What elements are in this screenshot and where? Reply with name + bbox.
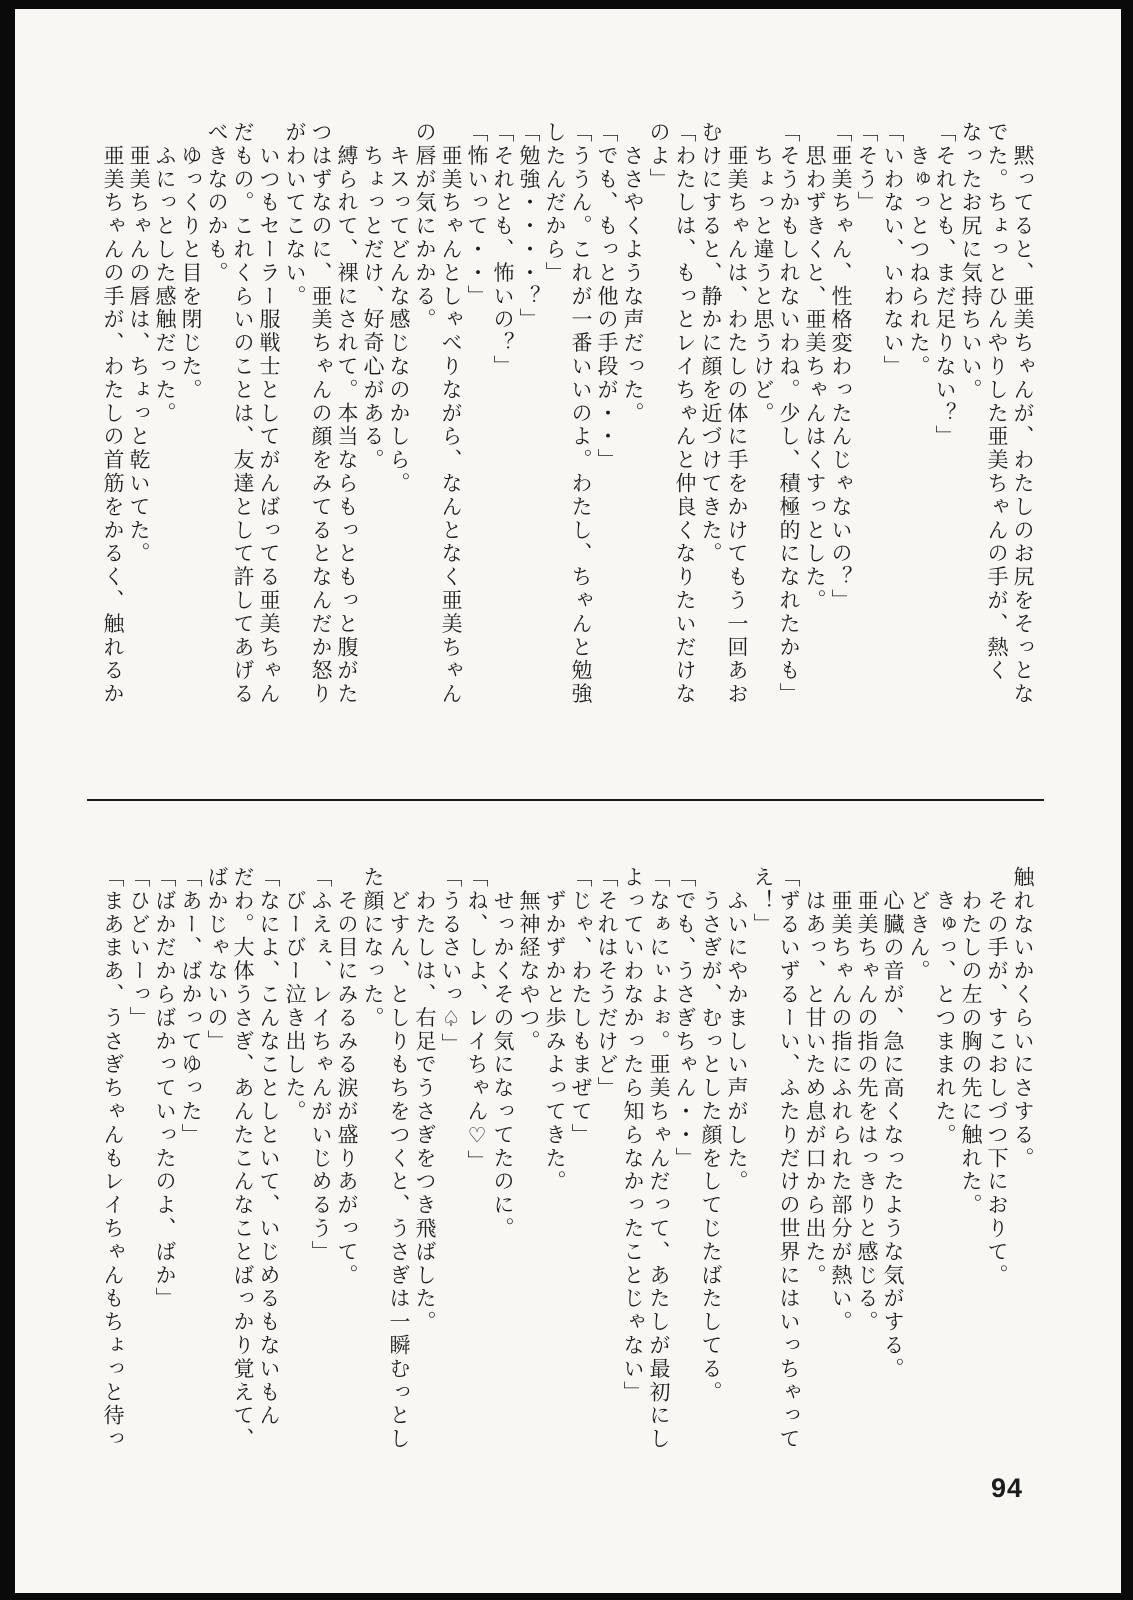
text-column: でた。ちょっとひんやりした亜美ちゃんの手が、熱く [985, 121, 1009, 683]
text-column: 亜美ちゃんの唇は、ちょっと乾いてた。 [127, 121, 151, 566]
text-column: 亜美ちゃんとしゃべりながら、なんとなく亜美ちゃん [439, 121, 463, 706]
text-column: むけにすると、静かに顔を近づけてきた。 [699, 121, 723, 566]
text-column: どきん。 [907, 866, 931, 983]
text-column: ずかずかと歩みよってきた。 [543, 866, 567, 1194]
text-column: せっかくその気になってたのに。 [491, 866, 515, 1241]
text-column: ふにっとした感触だった。 [153, 121, 177, 426]
text-column: だもの。これくらいのことは、友達として許してあげる [231, 121, 255, 706]
text-column: 縛られて、裸にされて。本当ならもっともっと腹がた [335, 121, 359, 706]
text-column: 「そうかもしれないわね。少し、積極的になれたかも」 [777, 121, 801, 706]
text-column: がわいてこない。 [283, 121, 307, 309]
text-column: 黙ってると、亜美ちゃんが、わたしのお尻をそっとな [1011, 121, 1035, 706]
text-column: のよ」 [647, 121, 671, 192]
text-column: 「わたしは、もっとレイちゃんと仲良くなりたいだけな [673, 121, 697, 706]
text-column: 「そう」 [855, 121, 879, 215]
text-column: 「でも、うさぎちゃん・・」 [673, 866, 697, 1171]
section-divider [87, 799, 1044, 801]
text-column: はあっ、と甘いため息が口から出た。 [803, 866, 827, 1288]
text-column: びーびー泣き出した。 [283, 866, 307, 1124]
text-column: どすん、としりもちをつくと、うさぎは一瞬むっとし [387, 866, 411, 1451]
text-column: 「なぁにぃよぉ。亜美ちゃんだって、あたしが最初にし [647, 866, 671, 1451]
text-column: なったお尻に気持ちいい。 [959, 121, 983, 402]
upper-text-block [98, 121, 1036, 721]
text-column: ささやくような声だった。 [621, 121, 645, 426]
text-column: 「ふえぇ、レイちゃんがいじめるう」 [309, 866, 333, 1264]
text-column: 「怖いって・・」 [465, 121, 489, 309]
text-column: その目にみるみる涙が盛りあがって。 [335, 866, 359, 1288]
text-column: 亜美ちゃんの手が、わたしの首筋をかるく、触れるか [101, 121, 125, 706]
text-column: その手が、すこおしづつ下におりて。 [985, 866, 1009, 1288]
text-column: いつもセーラー服戦士としてがんばってる亜美ちゃん [257, 121, 281, 706]
text-column: 「亜美ちゃん、性格変わったんじゃないの？」 [829, 121, 853, 613]
text-column: 「勉強・・・・？」 [517, 121, 541, 332]
text-column: ばかじゃないの」 [205, 866, 229, 1054]
text-column: 心臓の音が、急に高くなったような気がする。 [881, 866, 905, 1381]
text-column: た顔になった。 [361, 866, 385, 1030]
text-column: よっていわなかったら知らなかったことじゃない」 [621, 866, 645, 1405]
page-number: 94 [991, 1473, 1024, 1503]
text-column: 亜美ちゃんの指の先をはっきりと感じる。 [855, 866, 879, 1334]
text-column: の唇が気にかかる。 [413, 121, 437, 332]
text-column: 「でも、もっと他の手段が・・」 [595, 121, 619, 472]
text-column: 「それとも、怖いの？」 [491, 121, 515, 379]
text-column: ちょっとだけ、好奇心がある。 [361, 121, 385, 472]
text-column: 触れないかくらいにさする。 [1011, 866, 1035, 1171]
text-column: わたしの左の胸の先に触れた。 [959, 866, 983, 1217]
text-column: 「なによ、こんなことしといて、いじめるもないもん [257, 866, 281, 1428]
text-column: 「あー、ばかってゆった」 [179, 866, 203, 1147]
text-column: 「ううん。これが一番いいのよ。わたし、ちゃんと勉強 [569, 121, 593, 706]
text-column: 無神経なやつ。 [517, 866, 541, 1054]
text-column: 思わずきくと、亜美ちゃんはくすっとした。 [803, 121, 827, 613]
text-column: うさぎが、むっとした顔をしてじたばたしてる。 [699, 866, 723, 1405]
text-column: べきなのかも。 [205, 121, 229, 285]
text-column: わたしは、右足でうさぎをつき飛ばした。 [413, 866, 437, 1334]
text-column: ゆっくりと目を閉じた。 [179, 121, 203, 402]
text-column: だわ。大体うさぎ、あんたこんなことばっかり覚えて、 [231, 866, 255, 1451]
text-column: 「それとも、まだ足りない？」 [933, 121, 957, 449]
text-column: ふいにやかましい声がした。 [725, 866, 749, 1194]
text-column: つはずなのに、亜美ちゃんの顔をみてるとなんだか怒り [309, 121, 333, 706]
text-column: きゅっとつねられた。 [907, 121, 931, 379]
text-column: 「じゃ、わたしもまぜて」 [569, 866, 593, 1147]
text-column: 「ずるいずるーい、ふたりだけの世界にはいっちゃって [777, 866, 801, 1451]
text-column: 「ね、しよ、レイちゃん♡」 [465, 866, 489, 1174]
lower-text-block [98, 866, 1036, 1466]
text-column: 「うるさいっ♤」 [439, 866, 463, 1057]
text-column: え！」 [751, 866, 775, 937]
text-column: きゅっ、とつままれた。 [933, 866, 957, 1147]
text-column: ちょっと違うと思うけど。 [751, 121, 775, 426]
text-column: 亜美ちゃんは、わたしの体に手をかけてもう一回あお [725, 121, 749, 706]
text-column: 「それはそうだけど」 [595, 866, 619, 1100]
text-column: 「ひどいーっ」 [127, 866, 151, 1030]
text-column: 「いわない、いわない」 [881, 121, 905, 379]
text-column: キスってどんな感じなのかしら。 [387, 121, 411, 496]
text-column: したんだから」 [543, 121, 567, 285]
text-column: 亜美ちゃんの指にふれられた部分が熱い。 [829, 866, 853, 1334]
scanned-page [15, 9, 1121, 1593]
text-column: 「まあまあ、うさぎちゃんもレイちゃんもちょっと待っ [101, 866, 125, 1451]
text-column: 「ばかだからばかっていったのよ、ばか」 [153, 866, 177, 1311]
